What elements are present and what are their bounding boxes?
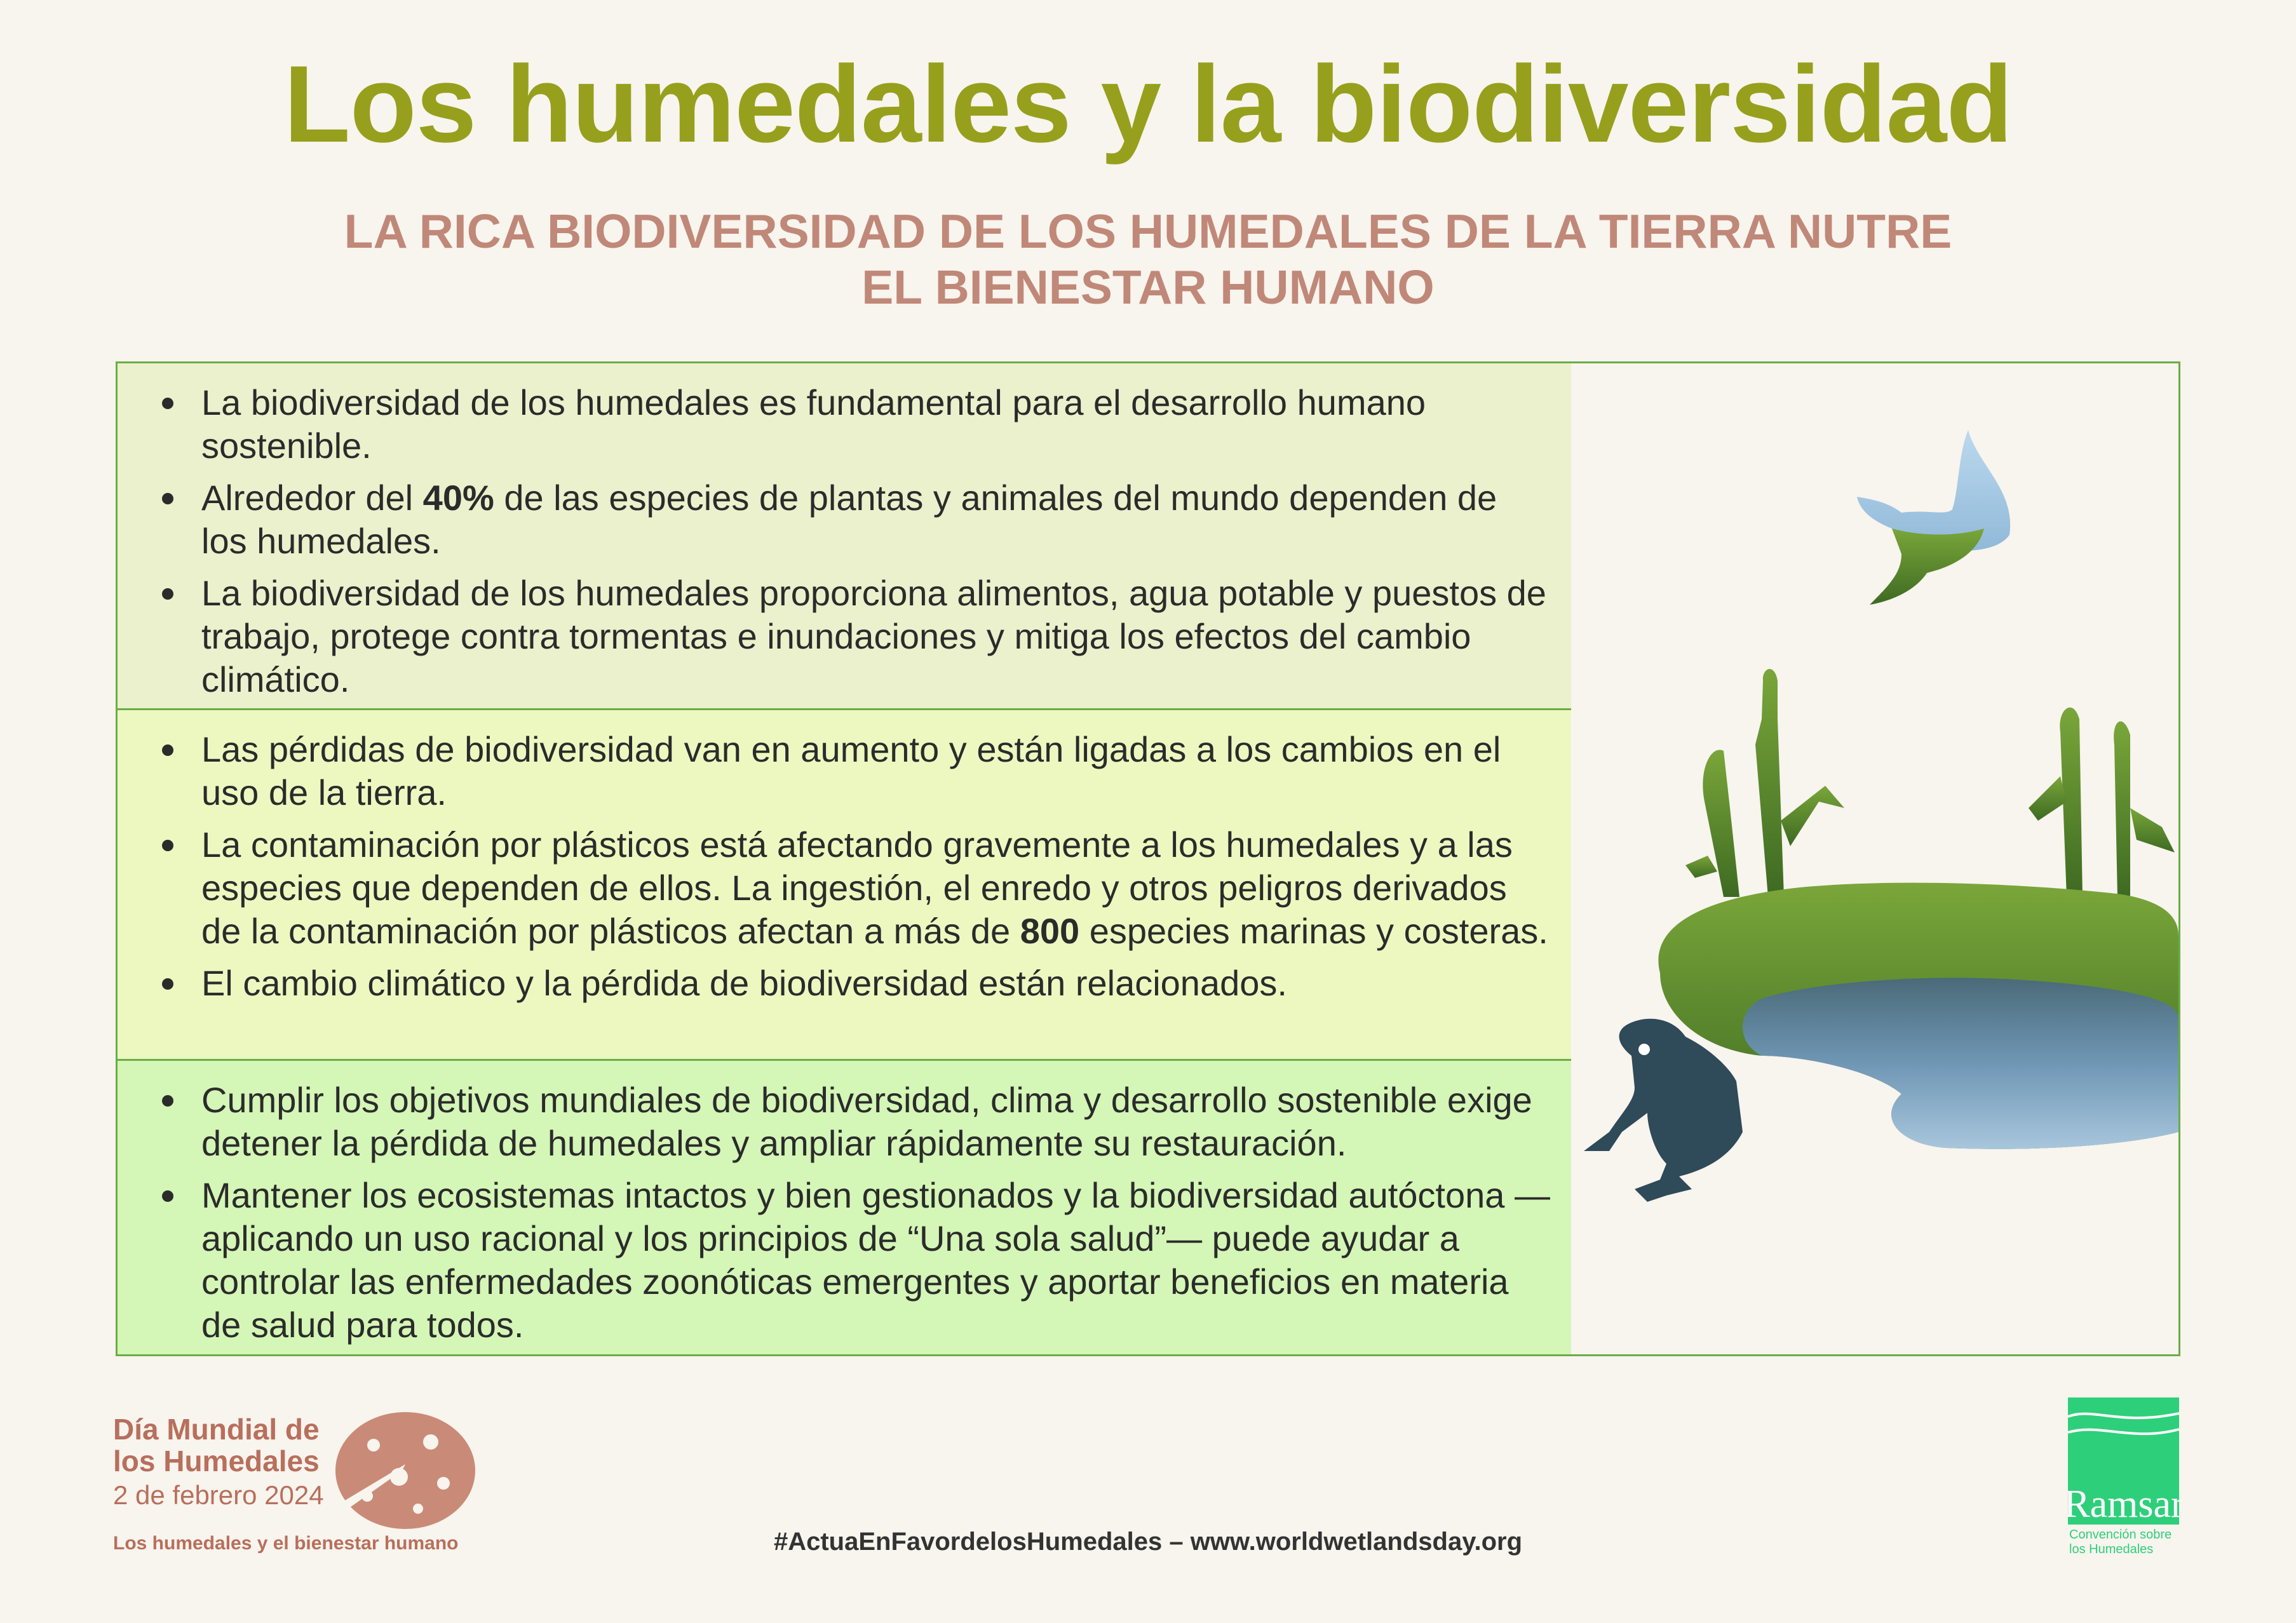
- list-item: [156, 1174, 1552, 1347]
- wetland-emblem-icon: [329, 1407, 482, 1534]
- ramsar-emblem-icon: [2068, 1397, 2182, 1556]
- wetland-scene-svg: [1571, 363, 2178, 1354]
- bullet-text: La contaminación por plásticos está afectando gravemente a los humedales y a las especies que dependen de ellos. La ingestión, el enredo y otros peligros derivados de la contaminación por plásticos afectan a más de: [201, 825, 1513, 951]
- bullet-list: [156, 1079, 1552, 1356]
- wetland-illustration: [1571, 363, 2178, 1354]
- ramsar-name: Ramsar: [2068, 1483, 2182, 1526]
- hashtag-and-url: #ActuaEnFavordelosHumedales – www.worldwetlandsday.org: [773, 1528, 1523, 1556]
- content-panel: [116, 361, 2180, 1356]
- bullet-text: especies marinas y costeras.: [1079, 911, 1548, 951]
- list-item: [156, 381, 1552, 468]
- bullet-list: [156, 381, 1552, 710]
- bullet-list: [156, 728, 1552, 1014]
- list-item: [156, 728, 1552, 814]
- text-column: [118, 363, 1573, 1354]
- bullet-text: de las especies de plantas y animales del mundo dependen de los humedales.: [201, 478, 1497, 561]
- bullet-text: El cambio climático y la pérdida de biodiversidad están relacionados.: [201, 963, 1287, 1003]
- page-subtitle: [127, 203, 2169, 315]
- page-title: Los humedales y la biodiversidad: [283, 43, 2013, 165]
- list-item: [156, 476, 1552, 563]
- subtitle-line-2: EL BIENESTAR HUMANO: [861, 260, 1435, 314]
- subtitle-line-1: LA RICA BIODIVERSIDAD DE LOS HUMEDALES DE LA TIERRA NUTRE: [344, 205, 1952, 258]
- logo-title-line-1: Día Mundial de: [113, 1413, 320, 1446]
- logo-title-line-2: los Humedales: [113, 1445, 320, 1478]
- bullet-text: Mantener los ecosistemas intactos y bien gestionados y la biodiversidad autóctona —aplicando un uso racional y los principios de “Una sola salud”— puede ayudar a controlar las enfermedades zoonóticas emergentes y aportar beneficios en materia de salud para todos.: [201, 1175, 1550, 1345]
- bullet-text: La biodiversidad de los humedales proporciona alimentos, agua potable y puestos de trabajo, protege contra tormentas e inundaciones y mitiga los efectos del cambio climático.: [201, 573, 1546, 699]
- bullet-text: Las pérdidas de biodiversidad van en aumento y están ligadas a los cambios en el uso de la tierra.: [201, 729, 1501, 812]
- ramsar-logo: [2068, 1397, 2182, 1556]
- bold-figure: 800: [1020, 911, 1080, 951]
- bullet-text: Alrededor del: [201, 478, 423, 518]
- list-item: [156, 1079, 1552, 1165]
- logo-date: 2 de febrero 2024: [113, 1480, 324, 1510]
- list-item: [156, 572, 1552, 701]
- logo-tagline: Los humedales y el bienestar humano: [113, 1533, 459, 1554]
- section-threats: [118, 710, 1571, 1061]
- bullet-text: La biodiversidad de los humedales es fundamental para el desarrollo humano sostenible.: [201, 382, 1426, 466]
- ramsar-subtitle-1: Convención sobre: [2069, 1528, 2172, 1542]
- section-actions: [118, 1061, 1571, 1354]
- bird-icon: [1857, 430, 2010, 605]
- ramsar-subtitle-2: los Humedales: [2069, 1542, 2154, 1556]
- list-item: [156, 823, 1552, 953]
- frog-icon: [1584, 1019, 1743, 1202]
- cattail-plants-icon: [1685, 669, 2175, 897]
- section-importance: [118, 363, 1571, 710]
- bold-figure: 40%: [422, 478, 494, 518]
- list-item: [156, 962, 1552, 1005]
- bullet-text: Cumplir los objetivos mundiales de biodiversidad, clima y desarrollo sostenible exige detener la pérdida de humedales y ampliar rápidamente su restauración.: [201, 1080, 1532, 1163]
